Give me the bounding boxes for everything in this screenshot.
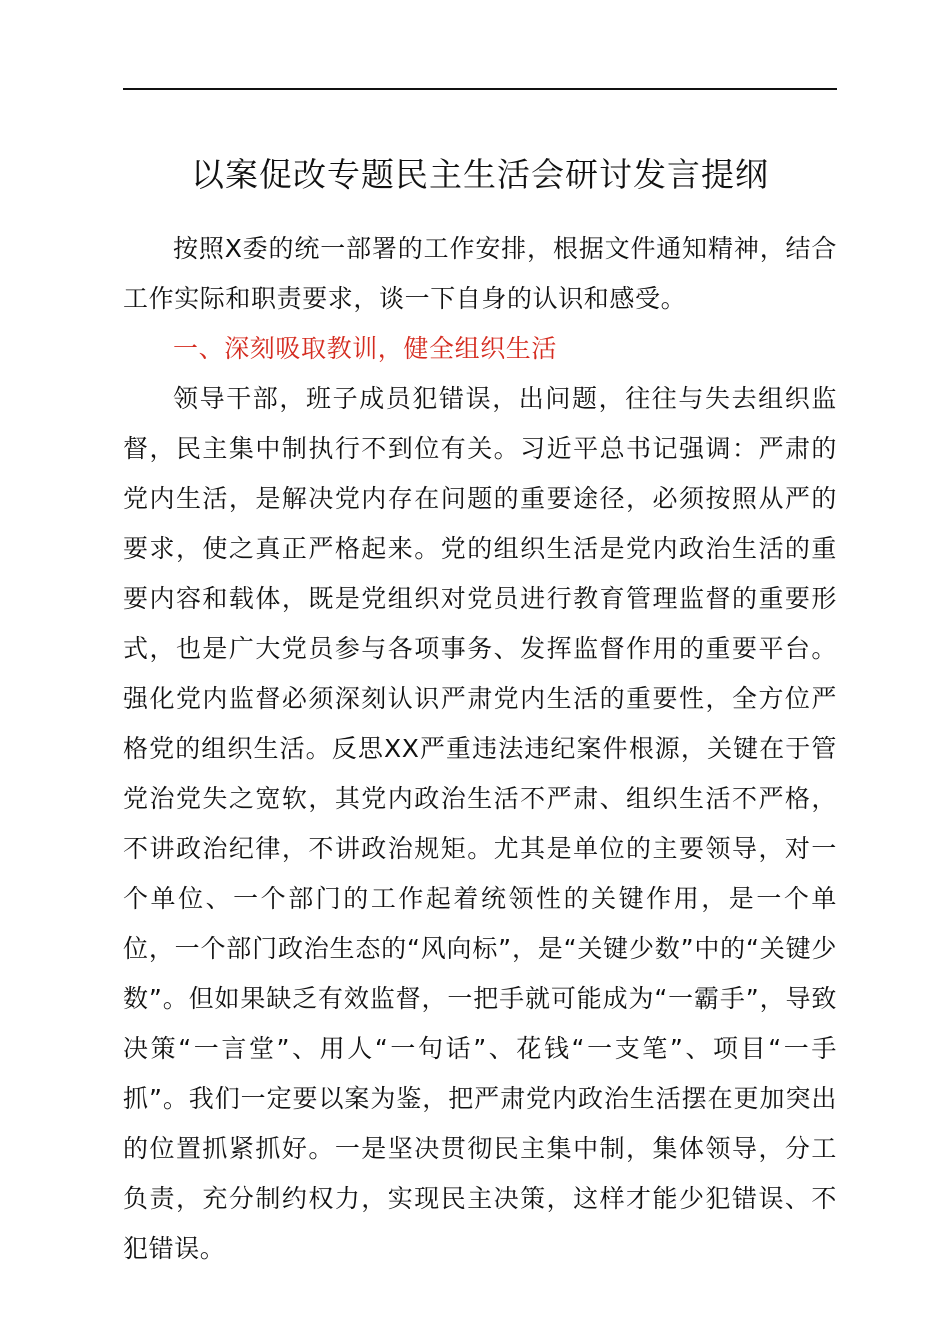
document-title: 以案促改专题民主生活会研讨发言提纲 — [191, 155, 769, 194]
header-rule — [123, 88, 837, 90]
intro-paragraph: 按照X委的统一部署的工作安排，根据文件通知精神，结合工作实际和职责要求，谈一下自身的认识和感受。 — [123, 234, 837, 313]
section-heading: 一、深刻吸取教训，健全组织生活 — [173, 334, 558, 363]
body-paragraph: 领导干部，班子成员犯错误，出问题，往往与失去组织监督，民主集中制执行不到位有关。习近平总书记强调：严肃的党内生活，是解决党内存在问题的重要途径，必须按照从严的要求，使之真正严格起来。党的组织生活是党内政治生活的重要内容和载体，既是党组织对党员进行教育管理监督的重要形式，也是广大党员参与各项事务、发挥监督作用的重要平台。强化党内监督必须深刻认识严肃党内生活的重要性，全方位严格党的组织生活。反思XX严重违法违纪案件根源，关键在于管党治党失之宽软，其党内政治生活不严肃、组织生活不严格，不讲政治纪律，不讲政治规矩。尤其是单位的主要领导，对一个单位、一个部门的工作起着统领性的关键作用，是一个单位，一个部门政治生态的“风向标”，是“关键少数”中的“关键少数”。但如果缺乏有效监督，一把手就可能成为“一霸手”，导致决策“一言堂”、用人“一句话”、花钱“一支笔”、项目“一手抓”。我们一定要以案为鉴，把严肃党内政治生活摆在更加突出的位置抓紧抓好。一是坚决贯彻民主集中制，集体领导，分工负责，充分制约权力，实现民主决策，这样才能少犯错误、不犯错误。 — [123, 384, 837, 1263]
